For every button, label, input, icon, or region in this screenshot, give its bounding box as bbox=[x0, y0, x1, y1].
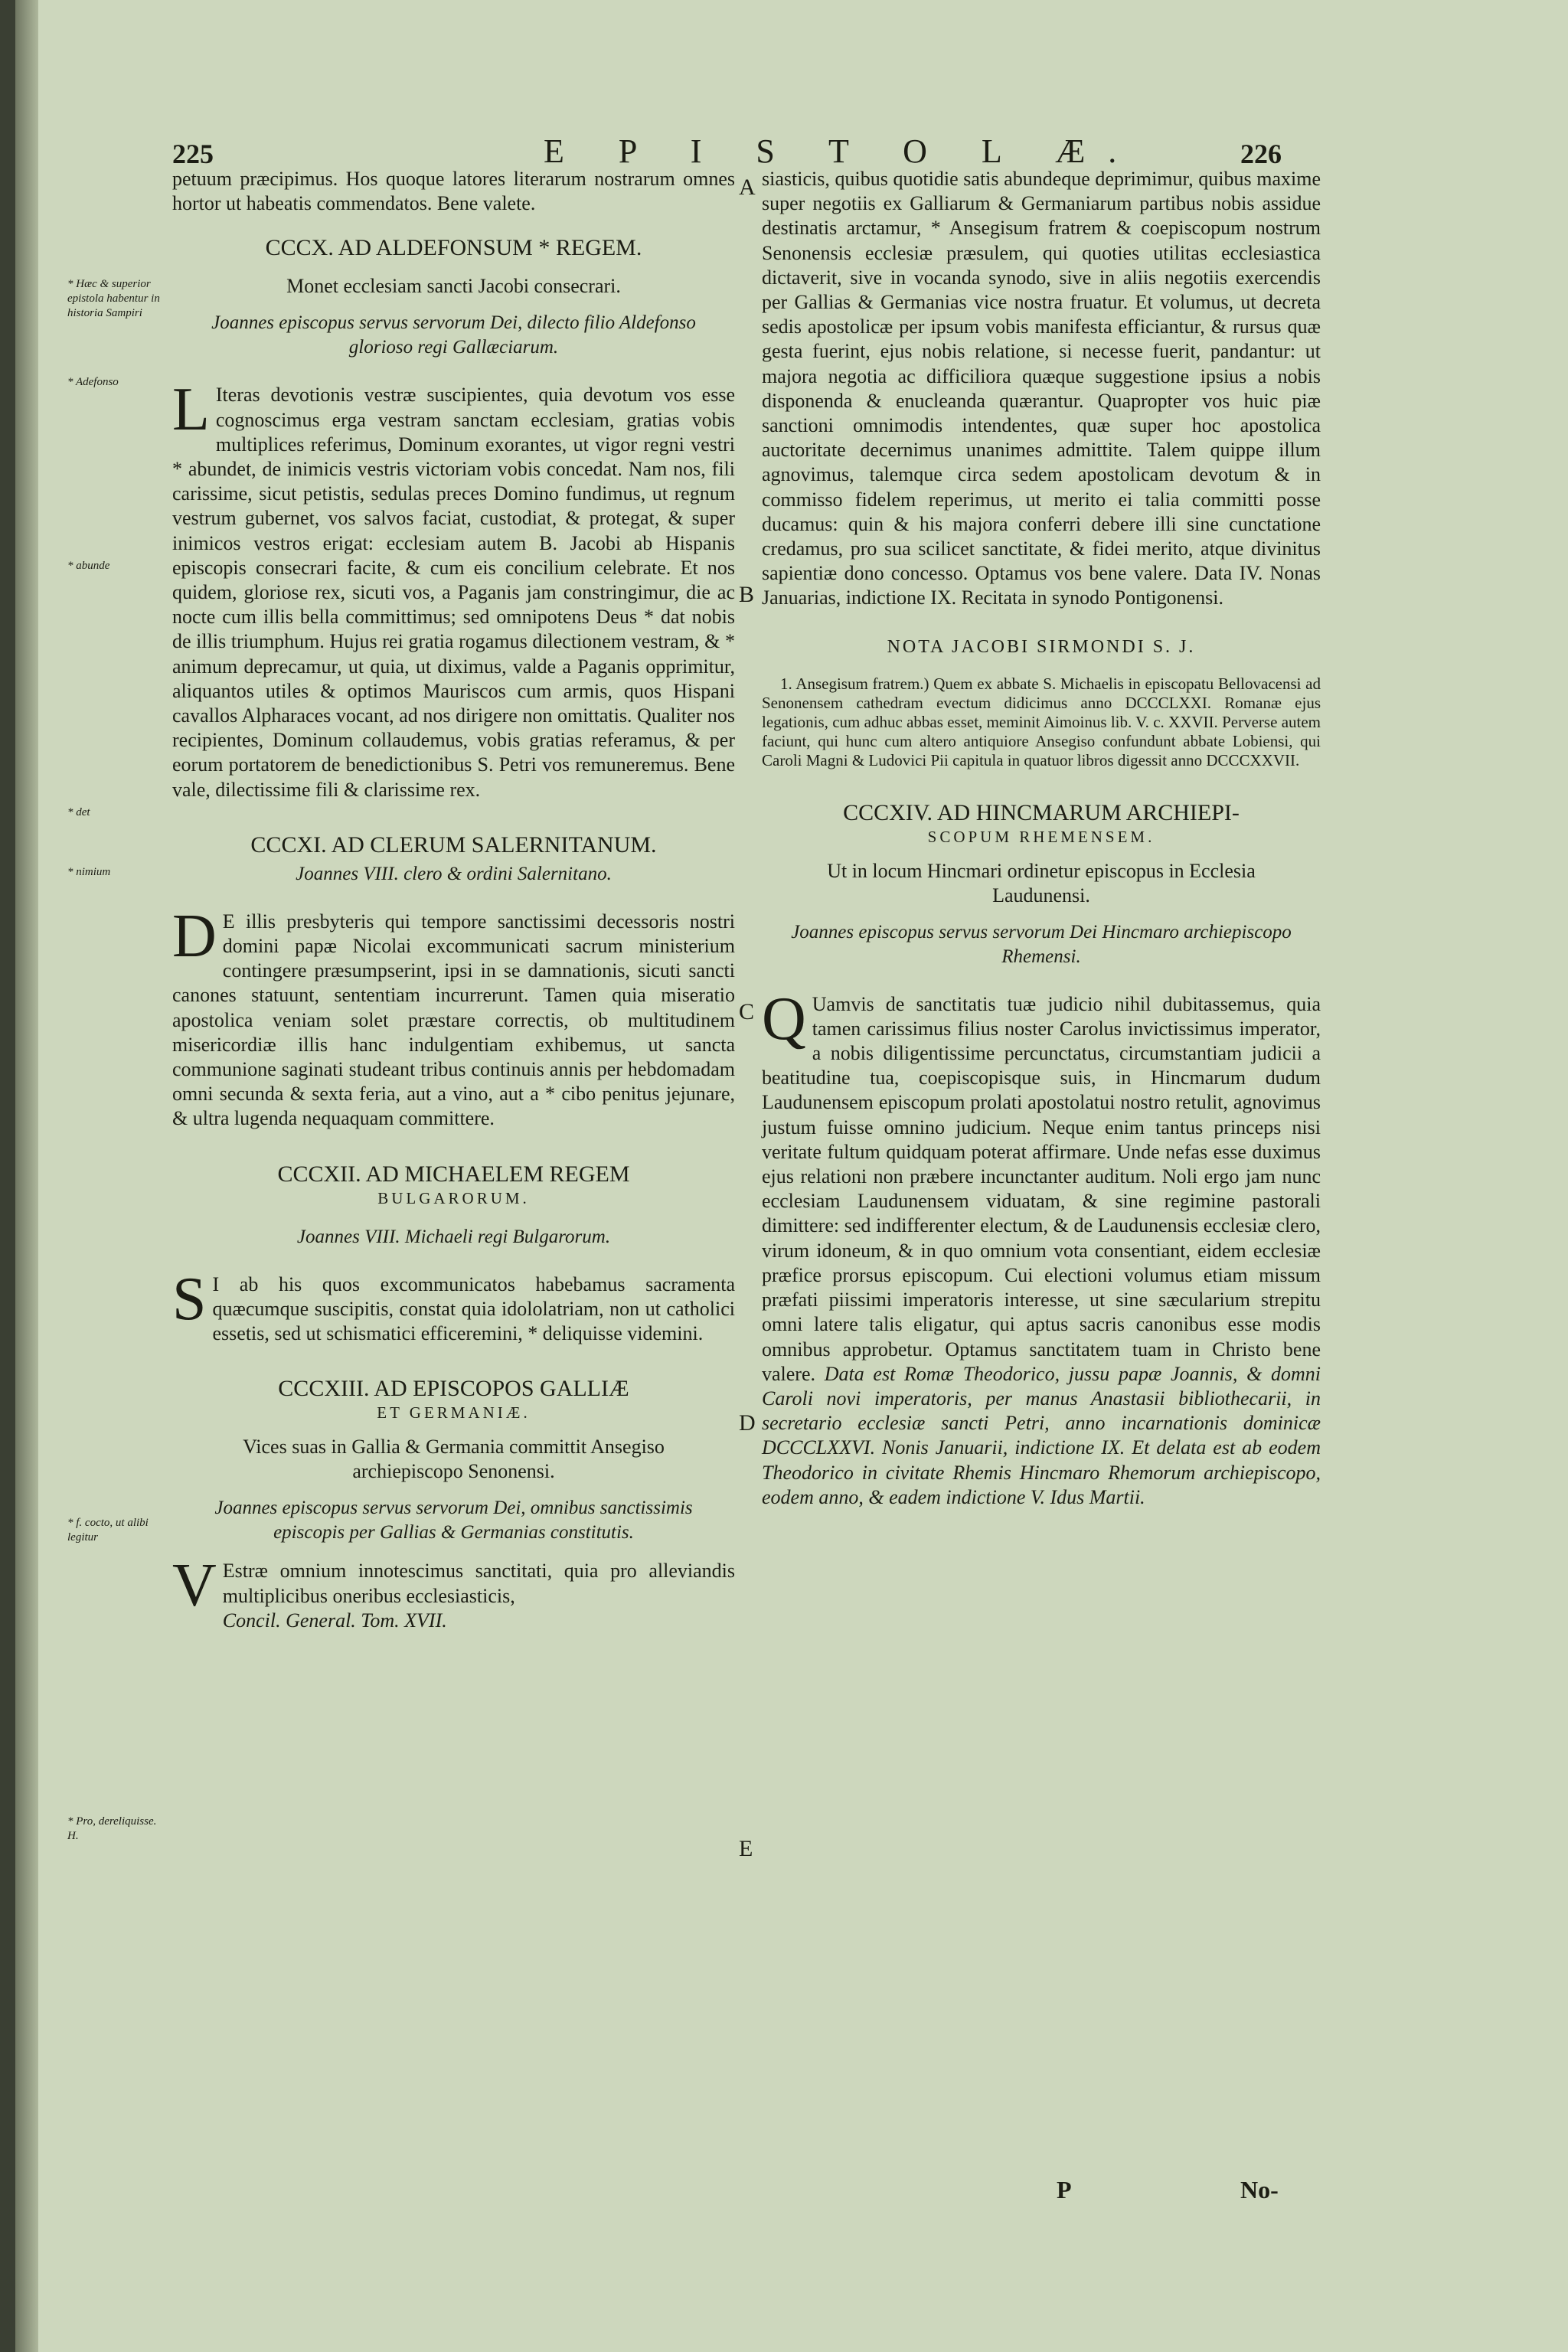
left-column bbox=[172, 167, 735, 1633]
addressee-cccxiv: Joannes episcopus servus servorum Dei Hincmaro archiepiscopo Rhemensi. bbox=[791, 921, 1292, 967]
book-page bbox=[15, 0, 1568, 2352]
margin-note-det: * det bbox=[67, 806, 90, 818]
heading-cccxi: CCCXI. AD CLERUM SALERNITANUM. bbox=[250, 831, 657, 858]
margin-note-nimium: * nimium bbox=[67, 866, 111, 878]
binding-gutter bbox=[15, 0, 38, 2352]
dropcap-cccxiii: V bbox=[172, 1552, 217, 1620]
heading-sub-cccxii: BULGARORUM. bbox=[377, 1188, 530, 1207]
letter-text-cccxi: D E illis presbyteris qui tempore sanctissimi decessoris nostri domini papæ Nicolai excommunicati sacrum ministerium contingere præsumpserint, ipsi in se damnationis, sicuti sancti canones statuunt, sententiam incurrerunt. Tamen quia miseratio apostolica veniam solet præstare correctis, ob multitudinem misericordiæ illis hanc indulgentiam exhibemus, ut sancta communione saginati studeant tribus continuis annis per hebdomadam omni secunda & sexta feria, aut a vino, aut a * cibo penitus jejunare, & ultra lugenda nequaquam committere. bbox=[172, 902, 735, 1130]
nota-text: 1. Ansegisum fratrem.) Quem ex abbate S. Michaelis in episcopatu Bellovacensi ad Senonensem cathedram evectum didicimus anno DCCCLXXI. Romanæ ejus legationis, cum adhuc abbas esset, meminit Aimoinus lib. V. c. XXVII. Perverse autem faciunt, qui hunc cum altero antiquiore Ansegiso confundunt abbate Lobiensi, qui Caroli Magni & Ludovici Pii capitula in quatuor libros digessit anno DCCCXXVII. bbox=[762, 674, 1321, 769]
margin-note-abunde: * abunde bbox=[67, 560, 110, 572]
page-number-left: 225 bbox=[172, 139, 214, 169]
heading-cccx: CCCX. AD ALDEFONSUM * REGEM. bbox=[265, 235, 642, 261]
letter-text-cccx: L Iteras devotionis vestræ suscipientes, quia devotum vos esse cognoscimus erga vestram sanctam ecclesiam, gratias vobis multiplices referimus, Dominum exorantes, ut vigor regni vestri * abundet, de inimicis vestris victoriam vobis concedat. Nam nos, fili carissime, sicut petistis, sedulas preces Domino fundimus, ut regnum vestrum gubernet, vos salvos faciat, custodiat, & protegat, & super inimicos vestros erigat: ecclesiam autem B. Jacobi ab Hispanis episcopis consecrari facite, & cum eis concilium celebrate. Et nos quidem, gloriose rex, sicuti vos, a Paganis jam constringimur, die ac nocte cum illis bella committimus; sed omnipotens Deus * dat nobis de illis triumphum. Hujus rei gratia rogamus dilectionem vestram, & * animum deprecamur, ut quia, ut diximus, valde a Paganis opprimitur, aliquantos utiles & optimos Mauriscos cum armis, quos Hispani cavallos Alpharaces vocant, ad nos dirigere non omittatis. Qualiter nos recipientes, Dominum collaudemus, vobis gratias referamus, & per eorum portatorem de benedictionibus S. Petri vos remuneremus. Bene vale, dilectissime fili & clarissime rex. bbox=[172, 376, 735, 801]
margin-notes bbox=[67, 0, 159, 2352]
dropcap-cccxi: D bbox=[172, 902, 217, 970]
left-opening-text: petuum præcipimus. Hos quoque latores literarum nostrarum omnes hortor ut habeatis commendatos. Bene valete. bbox=[172, 168, 735, 215]
section-letters bbox=[739, 0, 763, 2352]
dropcap-cccxii: S bbox=[172, 1265, 207, 1333]
dropcap-cccxiv: Q bbox=[762, 985, 806, 1053]
margin-note-cocto: * f. cocto, ut alibi legitur bbox=[67, 1517, 149, 1544]
addressee-cccxiii: Joannes episcopus servus servorum Dei, omnibus sanctissimis episcopis per Gallias & Germanias constitutis. bbox=[214, 1498, 693, 1544]
volume-footer: Concil. General. Tom. XVII. bbox=[222, 1609, 447, 1632]
section-letter-c: C bbox=[739, 999, 755, 1024]
signature-mark: P bbox=[1057, 2176, 1072, 2203]
section-letter-a: A bbox=[739, 175, 756, 200]
page-number-right: 226 bbox=[1240, 139, 1282, 169]
letter-text-cccxiv: Q Uamvis de sanctitatis tuæ judicio nihil dubitassemus, quia tamen carissimus filius noster Carolus invictissimus imperator, a nobis diligentissime percunctatus, circumstantiam judicii a beatitudine tua, coepiscopisque suis, in Hincmarum dudum Laudunensem episcopum prolati apostolatui nostro retulit, agnovimus justum fuisse omnino judicium. Neque enim tantus princeps nisi veritate fultum quidquam poterat affirmare. Unde nefas esse duximus ejus relationi non præbere incunctanter auditum. Noli ergo jam nunc ecclesiam Laudunensem viduatam, & sine regimine pastorali dimittere: sed indifferenter electum, & de Laudunensis ecclesiæ clero, virum idoneum, & in quo omnium vota consentiant, eidem ecclesiæ præfice prorsus episcopum. Cui electioni volumus etiam missum præfati piissimi imperatoris interesse, ut sine sæcularium strepitu omni latere talis eligatur, qui aptus sacris canonibus esse modis omnibus approbetur. Optamus sanctitatem tuam in Christo bene valere. Data est Romæ Theodorico, jussu papæ Joannis, & domni Caroli novi imperatoris, per manus Anastasii bibliothecarii, in secretario ecclesiæ sancti Petri, anno incarnationis dominicæ DCCCLXXVI. Nonis Januarii, indictione IX. Et delata est ab eodem Theodorico in civitate Rhemis Hincmaro Rhemorum archiepiscopo, eodem anno, & eadem indictione V. Idus Martii. bbox=[762, 985, 1321, 1508]
running-title: E P I S T O L Æ. bbox=[544, 132, 1140, 170]
right-column bbox=[762, 167, 1321, 1510]
heading-cccxii: CCCXII. AD MICHAELEM REGEM BULGARORUM. bbox=[172, 1161, 735, 1208]
nota-title: NOTA JACOBI SIRMONDI S. J. bbox=[887, 636, 1196, 657]
dropcap-cccx: L bbox=[172, 376, 210, 444]
heading-cccxiii: CCCXIII. AD EPISCOPOS GALLIÆ ET GERMANIÆ. bbox=[172, 1375, 735, 1423]
heading-cccxiv: CCCXIV. AD HINCMARUM ARCHIEPI- SCOPUM RHEMENSEM. bbox=[762, 799, 1321, 847]
summary-cccx: Monet ecclesiam sancti Jacobi consecrari. bbox=[286, 275, 621, 298]
addressee-cccxii: Joannes VIII. Michaeli regi Bulgarorum. bbox=[296, 1226, 611, 1247]
addressee-cccxi: Joannes VIII. clero & ordini Salernitano. bbox=[296, 863, 612, 884]
section-letter-d: D bbox=[739, 1410, 756, 1436]
letter-text-cccxiii: V Estræ omnium innotescimus sanctitati, quia pro alleviandis multiplicibus oneribus ecclesiasticis, bbox=[172, 1552, 735, 1620]
catchword: No- bbox=[1240, 2176, 1279, 2203]
heading-sub-cccxiii: ET GERMANIÆ. bbox=[377, 1403, 531, 1423]
margin-note-haec: * Hæc & superior epistola habentur in historia Sampiri bbox=[67, 278, 160, 319]
section-letter-e: E bbox=[739, 1836, 753, 1861]
right-opening-text: siasticis, quibus quotidie satis abundeque deprimimur, quibus maxime super negotiis ex Galliarum & Germaniarum partibus nobis assidue destinatis arctamur, * Ansegisum fratrem & coepiscopum nostrum Senonensis ecclesiæ præsulem, qui quoties utilitas ecclesiastica dictaverit, sive in vocanda synodo, sive in aliis negotiis exercendis per Gallias & Germanias vice nostra fruatur. Et volumus, ut decreta sedis apostolicæ per ipsum vobis manifesta efficiantur, & rursus quæ gesta fuerint, ejus nobis relatione, si necesse fuerit, pandantur: ut majora negotia ac difficiliora quæque suggestione ipsius a nobis disponenda & enucleanda quærantur. Quapropter vos huic piæ sanctioni omnimodis intendentes, quæ super hoc apostolica auctoritate decernimus unanimes admittite. Talem quippe illum agnovimus, talemque circa sedem apostolicam devotum & in commisso fidelem reperimus, ut merito ei talia committi posse ducamus: quin & his majora conferri debere illi sine cunctatione credamus, pro sua scilicet sanctitate, & fidei merito, atque divinitus sapientiæ dono concesso. Optamus vos bene valere. Data IV. Nonas Januarias, indictione IX. Recitata in synodo Pontigonensi. bbox=[762, 168, 1321, 609]
heading-sub-cccxiv: SCOPUM RHEMENSEM. bbox=[927, 827, 1155, 846]
addressee-cccx: Joannes episcopus servus servorum Dei, dilecto filio Aldefonso glorioso regi Gallæciarum. bbox=[211, 312, 696, 358]
summary-cccxiii: Vices suas in Gallia & Germania committit Ansegiso archiepiscopo Senonensi. bbox=[243, 1436, 665, 1483]
margin-note-adefonso: * Adefonso bbox=[67, 376, 119, 388]
summary-cccxiv: Ut in locum Hincmari ordinetur episcopus in Ecclesia Laudunensi. bbox=[827, 859, 1256, 906]
letter-text-cccxii: S I ab his quos excommunicatos habebamus sacramenta quæcumque suscipitis, constat quia idololatriam, non ut catholici essetis, sed ut schismatici efficeremini, * deliquisse videmini. bbox=[172, 1265, 735, 1345]
section-letter-b: B bbox=[739, 582, 755, 607]
dating-cccxiv: Data est Romæ Theodorico, jussu papæ Joannis, & domni Caroli novi imperatoris, per manus Anastasii bibliothecarii, in secretario ecclesiæ sancti Petri, anno incarnationis dominicæ DCCCLXXVI. Nonis Januarii, indictione IX. Et delata est ab eodem Theodorico in civitate Rhemis Hincmaro Rhemorum archiepiscopo, eodem anno, & eadem indictione V. Idus Martii. bbox=[762, 1362, 1321, 1508]
margin-note-pro: * Pro, dereliquisse. H. bbox=[67, 1815, 157, 1842]
